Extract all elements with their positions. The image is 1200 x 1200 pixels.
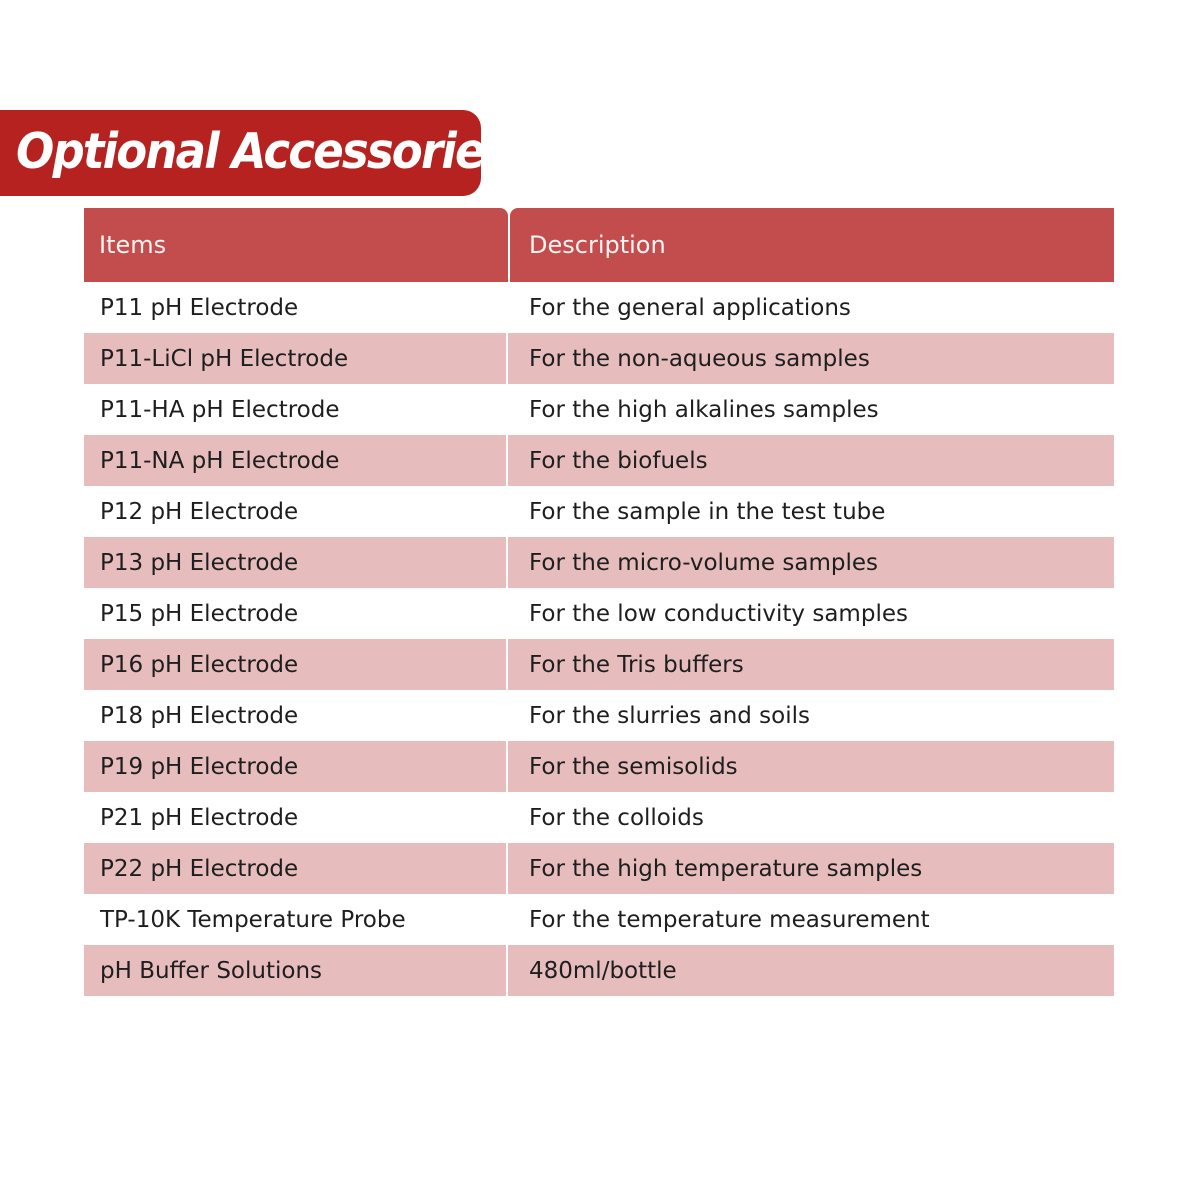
page-title: Optional Accessories — [16, 122, 509, 180]
description-cell: For the sample in the test tube — [508, 486, 1114, 537]
table-header-row — [84, 208, 1114, 282]
item-cell: P13 pH Electrode — [84, 537, 508, 588]
item-cell: P21 pH Electrode — [84, 792, 508, 843]
description-cell: For the colloids — [508, 792, 1114, 843]
table-row — [84, 282, 1114, 333]
table-row — [84, 537, 1114, 588]
table-row — [84, 792, 1114, 843]
table-row — [84, 945, 1114, 996]
description-cell: For the Tris buffers — [508, 639, 1114, 690]
item-cell: P22 pH Electrode — [84, 843, 508, 894]
description-cell: For the semisolids — [508, 741, 1114, 792]
table-row — [84, 843, 1114, 894]
table-row — [84, 588, 1114, 639]
column-header-items: Items — [84, 208, 508, 282]
description-cell: 480ml/bottle — [508, 945, 1114, 996]
item-cell: TP-10K Temperature Probe — [84, 894, 508, 945]
accessories-table — [84, 208, 1114, 996]
table-row — [84, 435, 1114, 486]
table-row — [84, 639, 1114, 690]
column-header-description: Description — [510, 208, 1114, 282]
description-cell: For the general applications — [508, 282, 1114, 333]
description-cell: For the low conductivity samples — [508, 588, 1114, 639]
table-row — [84, 741, 1114, 792]
description-cell: For the temperature measurement — [508, 894, 1114, 945]
item-cell: P11-LiCl pH Electrode — [84, 333, 508, 384]
table-row — [84, 894, 1114, 945]
item-cell: P11 pH Electrode — [84, 282, 508, 333]
description-cell: For the slurries and soils — [508, 690, 1114, 741]
table-row — [84, 690, 1114, 741]
item-cell: P16 pH Electrode — [84, 639, 508, 690]
table-row — [84, 486, 1114, 537]
item-cell: P19 pH Electrode — [84, 741, 508, 792]
title-banner — [0, 110, 509, 196]
table-row — [84, 384, 1114, 435]
description-cell: For the micro-volume samples — [508, 537, 1114, 588]
item-cell: pH Buffer Solutions — [84, 945, 508, 996]
description-cell: For the high alkalines samples — [508, 384, 1114, 435]
table-row — [84, 333, 1114, 384]
item-cell: P11-HA pH Electrode — [84, 384, 508, 435]
item-cell: P11-NA pH Electrode — [84, 435, 508, 486]
description-cell: For the biofuels — [508, 435, 1114, 486]
item-cell: P12 pH Electrode — [84, 486, 508, 537]
description-cell: For the non-aqueous samples — [508, 333, 1114, 384]
description-cell: For the high temperature samples — [508, 843, 1114, 894]
item-cell: P15 pH Electrode — [84, 588, 508, 639]
item-cell: P18 pH Electrode — [84, 690, 508, 741]
